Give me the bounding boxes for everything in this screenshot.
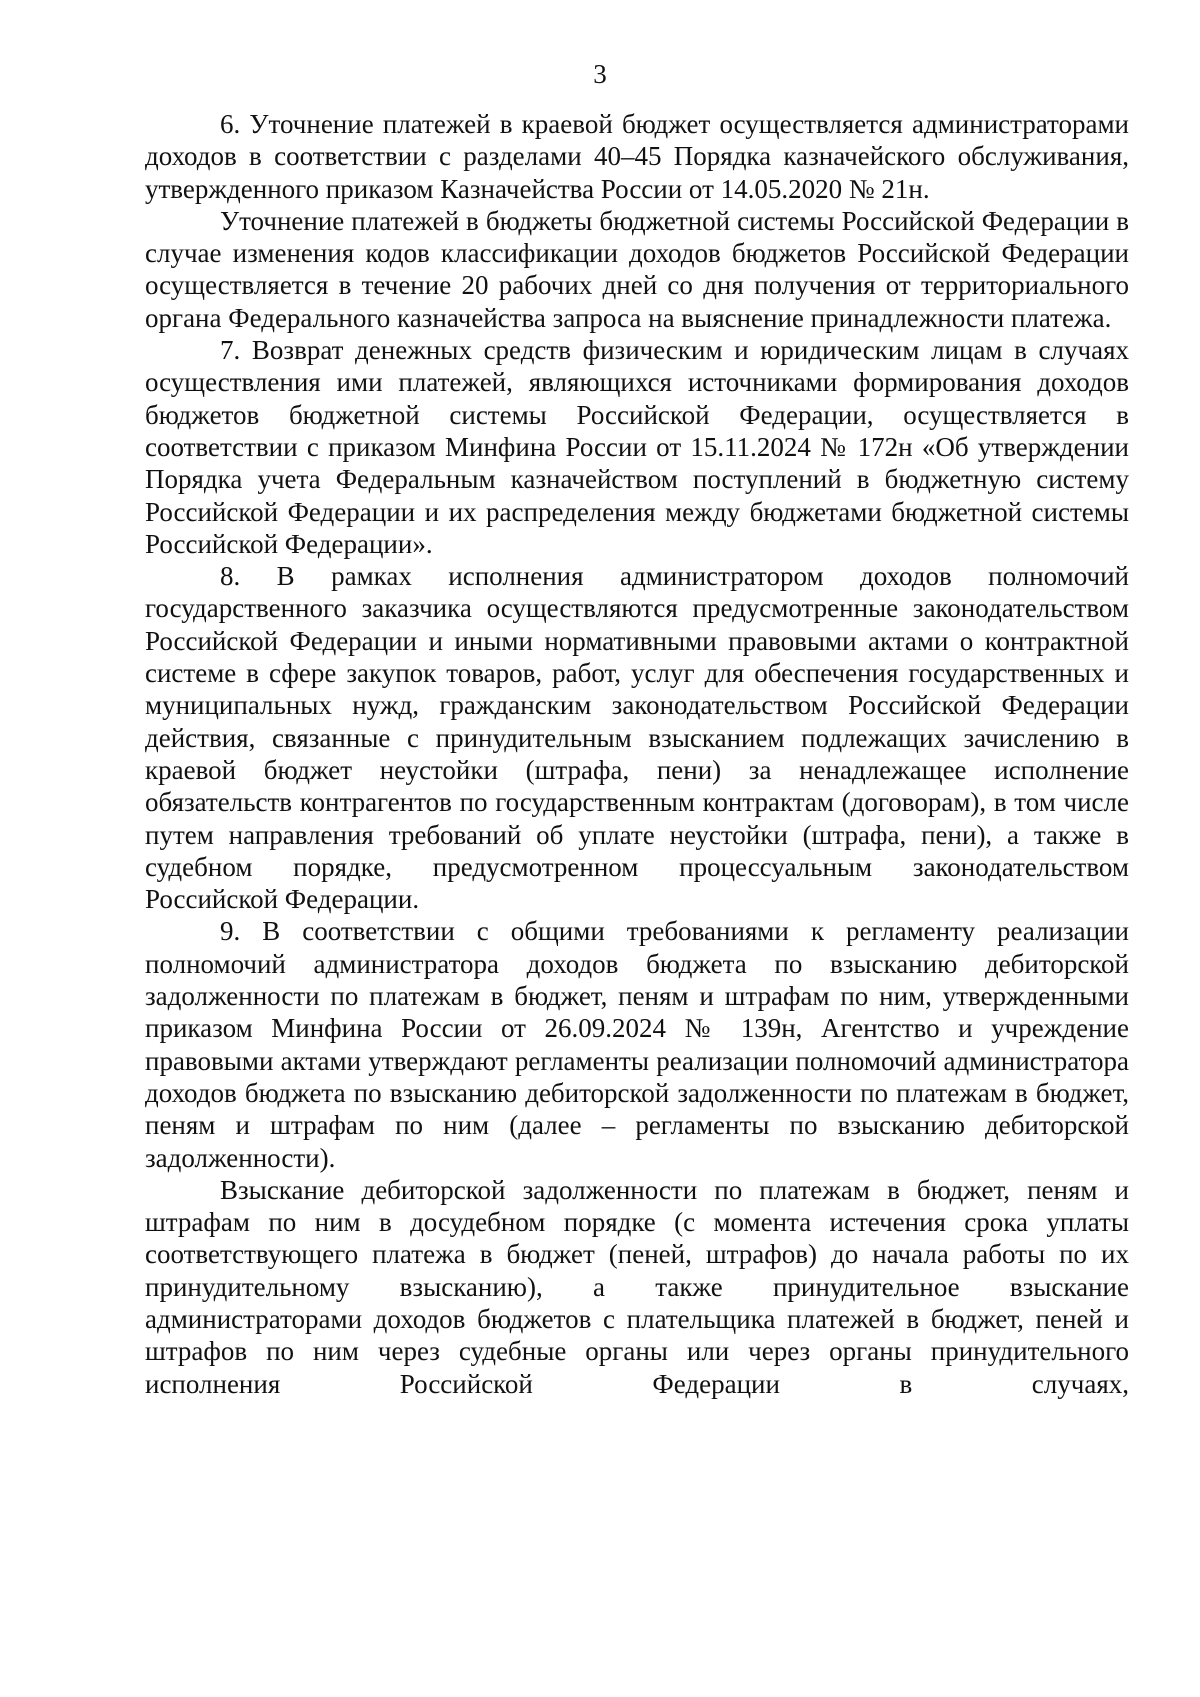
paragraph-9: 9. В соответствии с общими требованиями к регламенту реализации полномочий администратора доходов бюджета по взысканию дебиторской задолженности по платежам в бюджет, пеням и штрафам по ним, утвержденными приказом Минфина России от 26.09.2024 № 139н, Агентство и учреждение правовыми актами утверждают регламенты реализации полномочий администратора доходов бюджета по взысканию дебиторской задолженности по платежам в бюджет, пеням и штрафам по ним (далее – регламенты по взысканию дебиторской задолженности).	[145, 916, 1129, 1173]
document-body	[145, 108, 1129, 1400]
paragraph-9-continued: Взыскание дебиторской задолженности по платежам в бюджет, пеням и штрафам по ним в досудебном порядке (с момента истечения срока уплаты соответствующего платежа в бюджет (пеней, штрафов) до начала работы по их принудительному взысканию), а также принудительное взыскание администраторами доходов бюджетов с плательщика платежей в бюджет, пеней и штрафов по ним через судебные органы или через органы принудительного исполнения Российской Федерации в случаях,	[145, 1174, 1129, 1399]
paragraph-7: 7. Возврат денежных средств физическим и юридическим лицам в случаях осуществления ими платежей, являющихся источниками формирования доходов бюджетов бюджетной системы Российской Федерации, осуществляется в соответствии с приказом Минфина России от 15.11.2024 № 172н «Об утверждении Порядка учета Федеральным казначейством поступлений в бюджетную систему Российской Федерации и их распределения между бюджетами бюджетной системы Российской Федерации».	[145, 335, 1129, 559]
paragraph-6-continued: Уточнение платежей в бюджеты бюджетной системы Российской Федерации в случае изменения кодов классификации доходов бюджетов Российской Федерации осуществляется в течение 20 рабочих дней со дня получения от территориального органа Федерального казначейства запроса на выяснение принадлежности платежа.	[145, 205, 1129, 333]
paragraph-8: 8. В рамках исполнения администратором доходов полномочий государственного заказчика осуществляются предусмотренные законодательством Российской Федерации и иными нормативными правовыми актами о контрактной системе в сфере закупок товаров, работ, услуг для обеспечения государственных и муниципальных нужд, гражданским законодательством Российской Федерации действия, связанные с принудительным взысканием подлежащих зачислению в краевой бюджет неустойки (штрафа, пени) за ненадлежащее исполнение обязательств контрагентов по государственным контрактам (договорам), в том числе путем направления требований об уплате неустойки (штрафа, пени), а также в судебном порядке, предусмотренном процессуальным законодательством Российской Федерации.	[145, 561, 1129, 915]
page-number: 3	[593, 59, 607, 89]
paragraph-6: 6. Уточнение платежей в краевой бюджет осуществляется администраторами доходов в соответствии с разделами 40–45 Порядка казначейского обслуживания, утвержденного приказом Казначейства России от 14.05.2020 № 21н.	[145, 109, 1129, 204]
